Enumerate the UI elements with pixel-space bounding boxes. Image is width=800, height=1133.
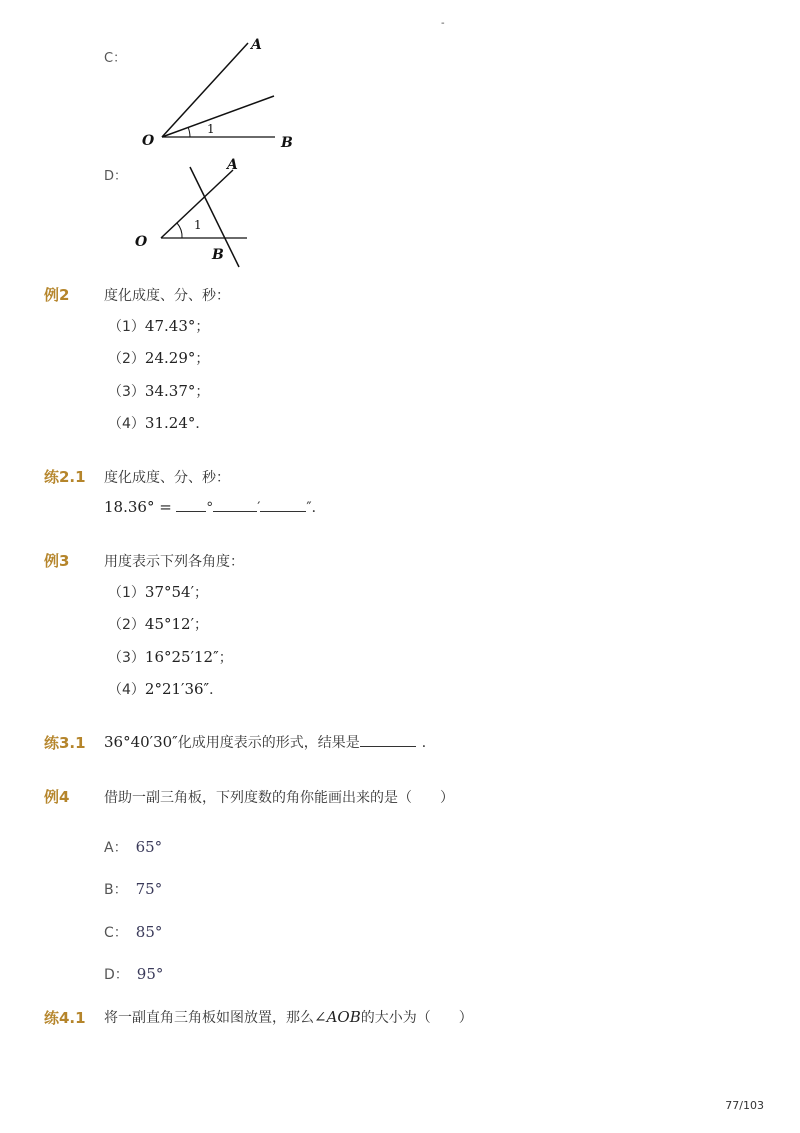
top-mark: - (441, 18, 445, 29)
minute-blank[interactable] (213, 497, 257, 512)
example-3-item-3: （3）16°25′12″； (108, 648, 233, 666)
angle-number: 1 (194, 218, 202, 232)
figure-d-diagram (130, 150, 270, 275)
point-o-label: O (135, 234, 148, 250)
point-o-label: O (142, 133, 155, 149)
example-2-item-2: （2）24.29°； (108, 349, 210, 367)
option-d[interactable]: D： 95° (104, 965, 164, 983)
example-2-item-1: （1）47.43°； (108, 317, 210, 335)
example-3-prompt: 用度表示下列各角度： (104, 554, 244, 570)
example-2-item-4: （4）31.24°． (108, 414, 210, 432)
option-a[interactable]: A： 65° (104, 838, 163, 856)
angle-arc (188, 127, 190, 137)
example-2-item-3: （3）34.37°； (108, 382, 210, 400)
figure-c-label: C： (104, 51, 127, 66)
figure-d-label: D： (104, 169, 128, 184)
point-b-label: B (212, 247, 224, 263)
example-2-tag: 例2 (44, 286, 70, 304)
example-4-prompt: 借助一副三角板，下列度数的角你能画出来的是（ ） (104, 790, 454, 806)
option-b[interactable]: B： 75° (104, 880, 163, 898)
practice-2-1-equation: 18.36° = ° ′ ″． (104, 498, 326, 516)
practice-4-1-tag: 练4.1 (44, 1009, 86, 1027)
page-number: 77/103 (725, 1099, 764, 1112)
angle-number: 1 (207, 122, 215, 136)
degree-blank[interactable] (176, 497, 206, 512)
point-a-label: A (227, 157, 238, 173)
example-3-item-1: （1）37°54′； (108, 583, 209, 601)
example-3-item-4: （4）2°21′36″． (108, 680, 224, 698)
point-b-label: B (281, 135, 293, 151)
practice-2-1-tag: 练2.1 (44, 468, 86, 486)
ray-oa (162, 43, 248, 137)
figure-c-diagram (130, 30, 310, 155)
practice-3-1-text: 36°40′30″化成用度表示的形式，结果是 ． (104, 733, 436, 751)
point-a-label: A (251, 37, 262, 53)
example-3-item-2: （2）45°12′； (108, 615, 209, 633)
answer-blank[interactable] (360, 732, 416, 747)
option-c[interactable]: C： 85° (104, 923, 163, 941)
example-2-prompt: 度化成度、分、秒： (104, 288, 230, 304)
example-3-tag: 例3 (44, 552, 70, 570)
practice-3-1-tag: 练3.1 (44, 734, 86, 752)
practice-2-1-prompt: 度化成度、分、秒： (104, 470, 230, 486)
angle-arc (177, 223, 182, 238)
ray-middle (162, 96, 274, 137)
practice-4-1-text: 将一副直角三角板如图放置，那么∠AOB的大小为（ ） (104, 1008, 473, 1026)
example-4-tag: 例4 (44, 788, 70, 806)
second-blank[interactable] (260, 497, 306, 512)
